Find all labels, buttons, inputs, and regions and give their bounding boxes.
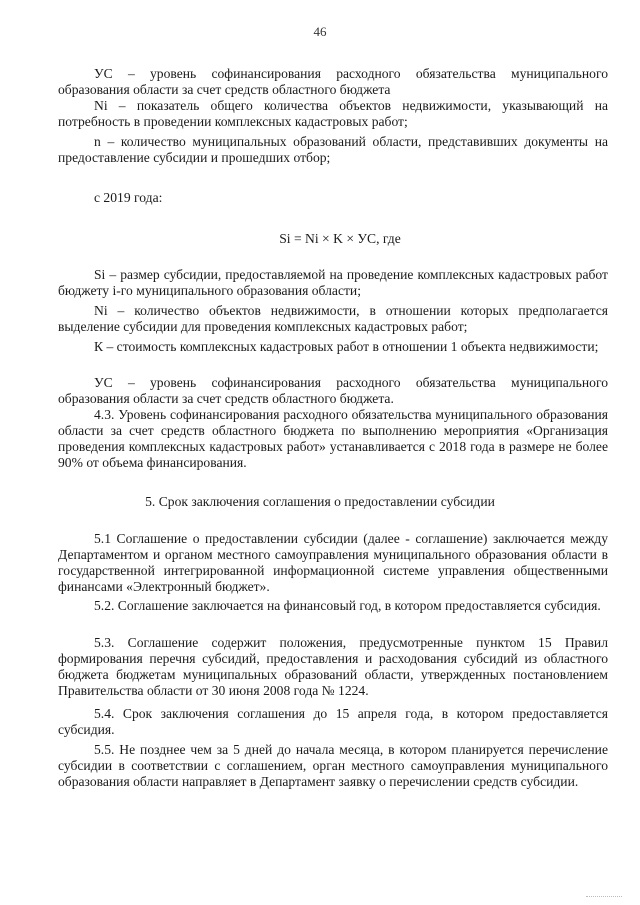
paragraph-5-4: 5.4. Срок заключения соглашения до 15 апреля года, в котором предоставляется субсидия. (58, 706, 608, 737)
ni-count-definition: Ni – количество объектов недвижимости, в отношении которых предполагается выделение субсидии для проведения комплексных кадастровых работ; (58, 303, 608, 334)
paragraph-5-3: 5.3. Соглашение содержит положения, предусмотренные пунктом 15 Правил формирования перечня субсидий, предоставления и расходования субсидий из областного бюджета бюджетам муниципальных образований области, утвержденных постановлением Правительства области от 30 июня 2008 года № 1224. (58, 635, 608, 698)
paragraph-4-3: 4.3. Уровень софинансирования расходного обязательства муниципального образования области за счет средств областного бюджета по выполнению мероприятия «Организация проведения комплексных кадастровых работ» устанавливается с 2018 года в размере не более 90% от объема финансирования. (58, 407, 608, 470)
paragraph-5-5: 5.5. Не позднее чем за 5 дней до начала месяца, в котором планируется перечисление субсидии в соответствии с соглашением, орган местного самоуправления муниципального образования области направляет в Департамент заявку о перечислении средств субсидии. (58, 742, 608, 789)
paragraph-5-1: 5.1 Соглашение о предоставлении субсидии (далее - соглашение) заключается между Департаментом и органом местного самоуправления муниципального образования области в государственной интегрированной информационной системе управления общественными финансами «Электронный бюджет». (58, 531, 608, 594)
page-number: 46 (313, 24, 327, 39)
k-definition: К – стоимость комплексных кадастровых работ в отношении 1 объекта недвижимости; (94, 339, 599, 354)
us-definition: УС – уровень софинансирования расходного обязательства муниципального образования области за счет средств областного бюджета (58, 66, 608, 97)
ni-definition: Ni – показатель общего количества объектов недвижимости, указывающий на потребность в проведении комплексных кадастровых работ; (58, 98, 608, 129)
scan-corner-mark (586, 896, 622, 899)
us-definition-2: УС – уровень софинансирования расходного обязательства муниципального образования области за счет средств областного бюджета. (58, 375, 608, 406)
subsidy-formula: Si = Ni × K × УС, где (279, 231, 401, 246)
paragraph-5-2: 5.2. Соглашение заключается на финансовый год, в котором предоставляется субсидия. (94, 598, 601, 613)
from-2019-label: с 2019 года: (94, 190, 163, 205)
section-5-title: 5. Срок заключения соглашения о предоставлении субсидии (145, 494, 495, 509)
n-definition: n – количество муниципальных образований области, представивших документы на предоставление субсидии и прошедших отбор; (58, 134, 608, 165)
si-definition: Si – размер субсидии, предоставляемой на проведение комплексных кадастровых работ бюджету i-го муниципального образования области; (58, 267, 608, 298)
